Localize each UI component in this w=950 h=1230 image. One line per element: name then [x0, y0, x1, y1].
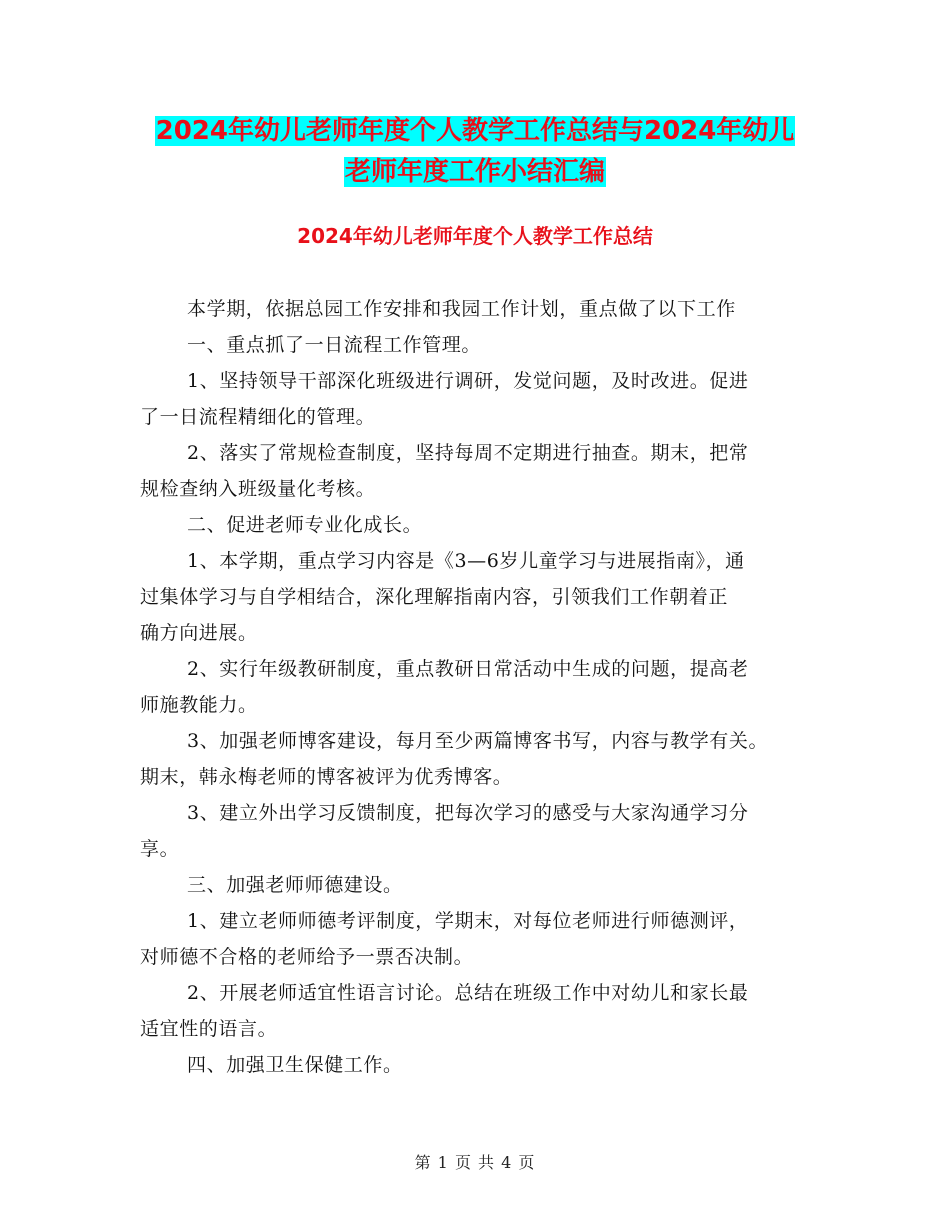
paragraph-line: 期末，韩永梅老师的博客被评为优秀博客。 [140, 766, 513, 788]
section-heading: 四、加强卫生保健工作。 [187, 1054, 403, 1076]
main-title-line-2 [0, 155, 950, 189]
document-body [140, 291, 820, 1083]
paragraph-line: 对师德不合格的老师给予一票否决制。 [140, 946, 474, 968]
paragraph-line: 规检查纳入班级量化考核。 [140, 478, 376, 500]
paragraph-line: 1、建立老师师德考评制度，学期末，对每位老师进行师德测评， [187, 910, 749, 932]
paragraph-line: 1、本学期，重点学习内容是《3—6岁儿童学习与进展指南》，通 [187, 550, 745, 572]
paragraph-line: 过集体学习与自学相结合，深化理解指南内容，引领我们工作朝着正 [140, 586, 729, 608]
paragraph-line: 3、加强老师博客建设，每月至少两篇博客书写，内容与教学有关。 [187, 730, 769, 752]
paragraph-line: 师施教能力。 [140, 694, 258, 716]
paragraph-line: 1、坚持领导干部深化班级进行调研，发觉问题，及时改进。促进 [187, 370, 749, 392]
paragraph-line: 享。 [140, 838, 180, 860]
section-title: 2024年幼儿老师年度个人教学工作总结 [297, 224, 653, 248]
section-heading: 三、加强老师师德建设。 [187, 874, 403, 896]
paragraph-line: 本学期，依据总园工作安排和我园工作计划，重点做了以下工作 [187, 298, 736, 320]
main-title-line-2-text: 老师年度工作小结汇编 [344, 157, 605, 187]
main-title-line-1-text: 2024年幼儿老师年度个人教学工作总结与2024年幼儿 [155, 116, 795, 146]
paragraph-line: 适宜性的语言。 [140, 1018, 278, 1040]
paragraph-line: 2、开展老师适宜性语言讨论。总结在班级工作中对幼儿和家长最 [187, 982, 749, 1004]
main-title-line-1 [0, 114, 950, 148]
paragraph-line: 2、实行年级教研制度，重点教研日常活动中生成的问题，提高老 [187, 658, 749, 680]
paragraph-line: 2、落实了常规检查制度，坚持每周不定期进行抽查。期末，把常 [187, 442, 749, 464]
section-heading: 二、促进老师专业化成长。 [187, 514, 423, 536]
paragraph-line: 确方向进展。 [140, 622, 258, 644]
paragraph-line: 了一日流程精细化的管理。 [140, 406, 376, 428]
page-number-footer: 第 1 页 共 4 页 [414, 1153, 536, 1172]
section-heading: 一、重点抓了一日流程工作管理。 [187, 334, 482, 356]
paragraph-line: 3、建立外出学习反馈制度，把每次学习的感受与大家沟通学习分 [187, 802, 749, 824]
